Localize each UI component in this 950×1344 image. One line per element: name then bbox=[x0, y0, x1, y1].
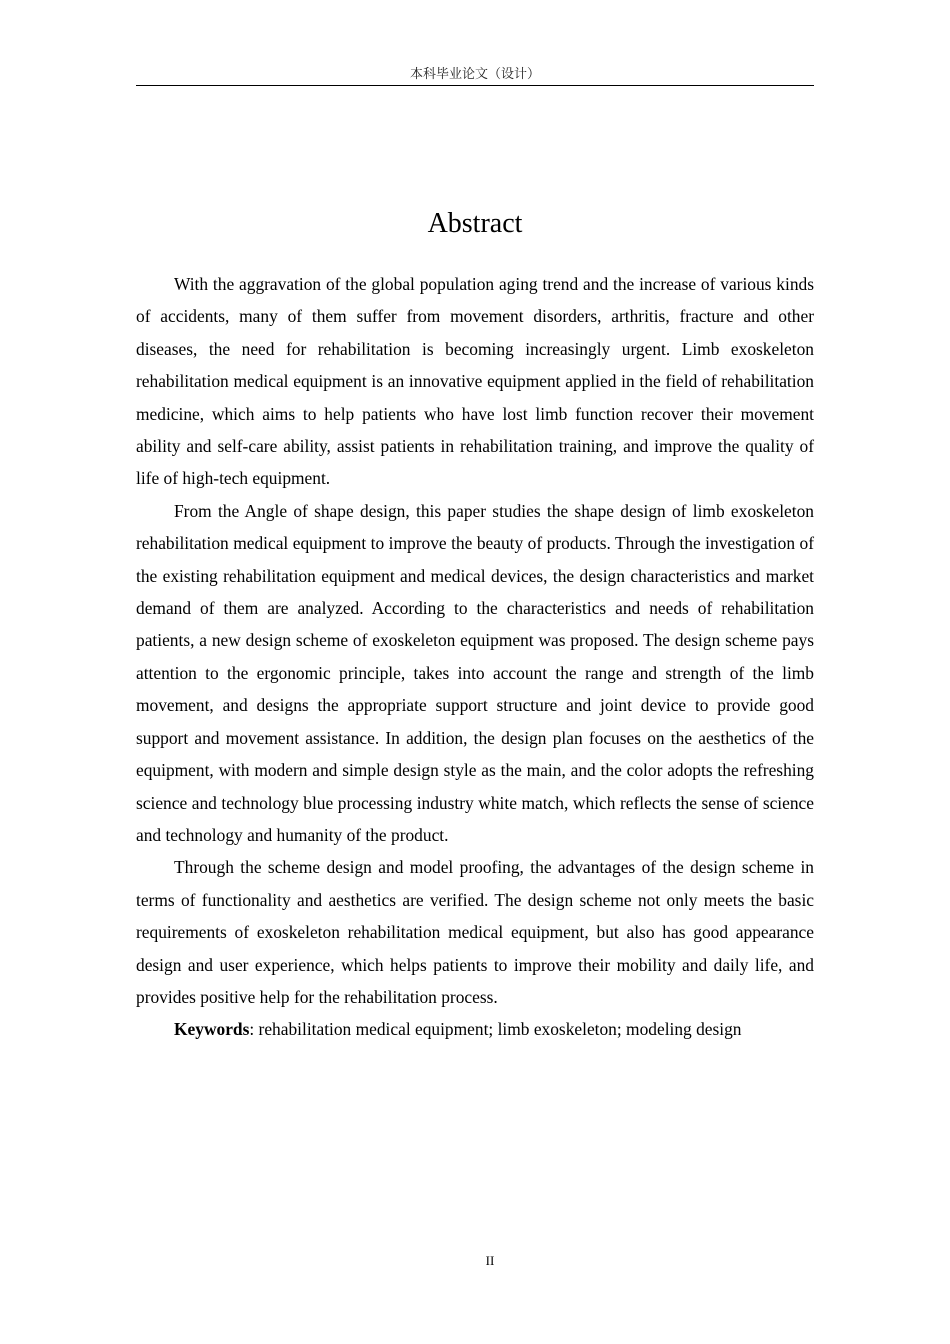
keywords-text: : rehabilitation medical equipment; limb exoskeleton; modeling design bbox=[249, 1019, 742, 1040]
abstract-body bbox=[136, 268, 814, 1046]
running-header: 本科毕业论文（设计） bbox=[409, 67, 540, 82]
abstract-paragraph-2: From the Angle of shape design, this paper studies the shape design of limb exoskeleton rehabilitation medical equipment to improve the beauty of products. Through the investigation of the existing rehabilitation equipment and medical devices, the design characteristics and market demand of them are analyzed. According to the characteristics and needs of rehabilitation patients, a new design scheme of exoskeleton equipment was proposed. The design scheme pays attention to the ergonomic principle, takes into account the range and strength of the limb movement, and designs the appropriate support structure and joint device to provide good support and movement assistance. In addition, the design plan focuses on the aesthetics of the equipment, with modern and simple design style as the main, and the color adopts the refreshing science and technology blue processing industry white match, which reflects the sense of science and technology and humanity of the product. bbox=[136, 500, 814, 845]
keywords-label: Keywords bbox=[174, 1019, 250, 1040]
abstract-heading: Abstract bbox=[427, 208, 523, 239]
abstract-paragraph-1: With the aggravation of the global population aging trend and the increase of various kinds of accidents, many of them suffer from movement disorders, arthritis, fracture and other diseases, the need for rehabilitation is becoming increasingly urgent. Limb exoskeleton rehabilitation medical equipment is an innovative equipment applied in the field of rehabilitation medicine, which aims to help patients who have lost limb function recover their movement ability and self-care ability, assist patients in rehabilitation training, and improve the quality of life of high-tech equipment. bbox=[136, 274, 814, 489]
page-number: II bbox=[485, 1253, 495, 1268]
keywords-line bbox=[136, 1013, 814, 1045]
header-rule bbox=[136, 85, 814, 86]
abstract-paragraph-3: Through the scheme design and model proofing, the advantages of the design scheme in terms of functionality and aesthetics are verified. The design scheme not only meets the basic requirements of exoskeleton rehabilitation medical equipment, but also has good appearance design and user experience, which helps patients to improve their mobility and daily life, and provides positive help for the rehabilitation process. bbox=[136, 857, 814, 1007]
